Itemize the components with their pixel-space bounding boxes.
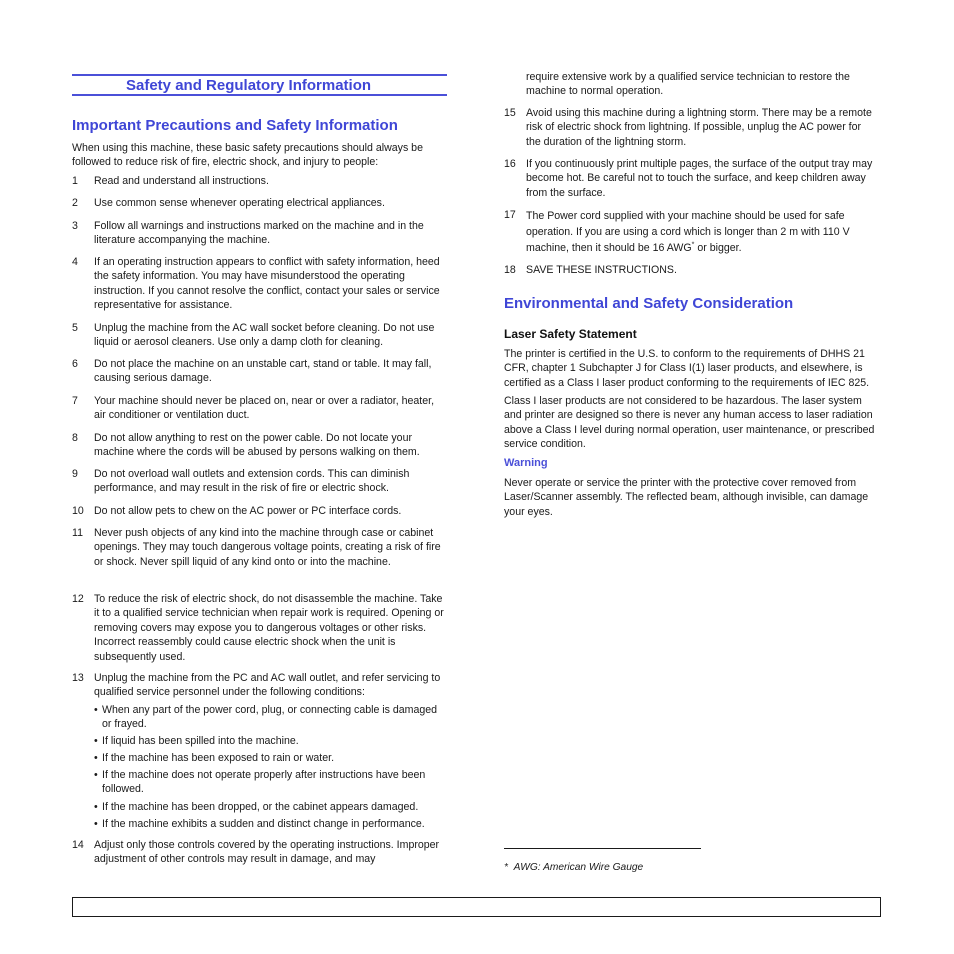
footnote [504, 862, 643, 873]
footnote-divider [504, 848, 701, 849]
environmental-heading: Environmental and Safety Consideration [504, 295, 794, 312]
laser-safety-para-1: The printer is certified in the U.S. to conform to the requirements of DHHS 21 CFR, chapter 1 Subchapter J for Class I(1) laser products, and elsewhere, is certified as a Class I laser product conforming to the requirements of IEC 825. [504, 348, 870, 389]
warning-heading: Warning [504, 457, 548, 469]
footnote-mark: * [504, 862, 508, 873]
page-title: Safety and Regulatory Information [126, 77, 372, 94]
precautions-heading: Important Precautions and Safety Information [72, 117, 398, 134]
page-footer-box [72, 897, 881, 917]
page-title-banner [72, 74, 447, 96]
laser-safety-heading: Laser Safety Statement [504, 327, 637, 341]
warning-text: Never operate or service the printer with the protective cover removed from Laser/Scanner assembly. The reflected beam, although invisible, can damage your eyes. [504, 477, 869, 518]
footnote-marker: * [691, 241, 695, 249]
item-14-continued: require extensive work by a qualified service technician to restore the machine to normal operation. [526, 71, 850, 98]
laser-safety-para-2: Class I laser products are not considered to be hazardous. The laser system and printer are designed so there is never any human access to laser radiation above a Class I level during normal operation, user maintenance, or prescribed service condition. [504, 395, 875, 451]
precautions-intro: When using this machine, these basic safety precautions should always be followed to reduce risk of fire, electric shock, and injury to people: [72, 142, 423, 169]
footnote-text: AWG: American Wire Gauge [513, 862, 644, 873]
